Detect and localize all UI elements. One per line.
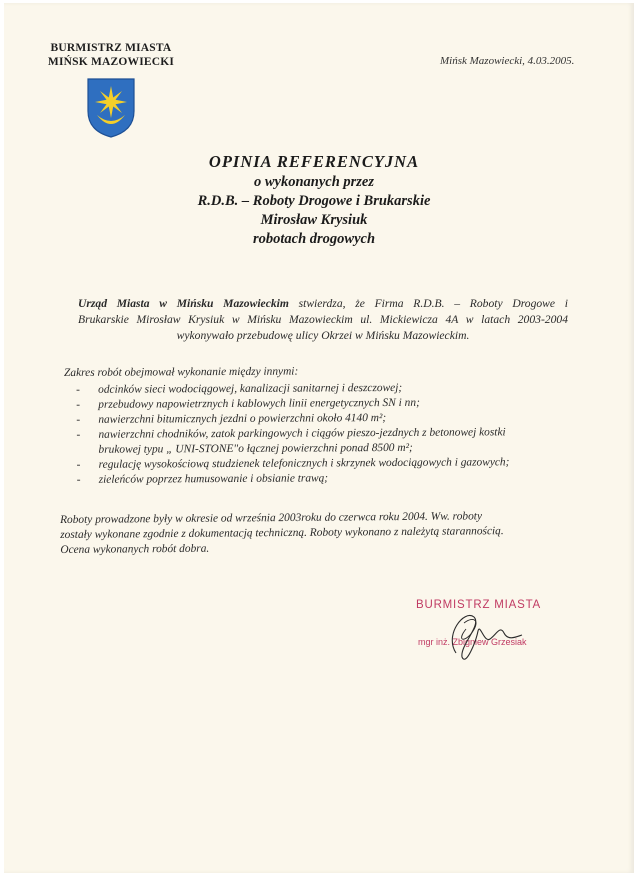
document-date: Mińsk Mazowiecki, 4.03.2005.	[440, 55, 575, 67]
issuer-line-1: BURMISTRZ MIASTA	[50, 42, 172, 54]
scope-heading: Zakres robót obejmował wykonanie między innymi:	[64, 365, 299, 379]
signature-stamp	[404, 595, 564, 675]
intro-line-1-rest: stwierdza, że Firma R.D.B. – Roboty Drogowe i	[298, 297, 568, 310]
intro-line-1	[78, 296, 568, 312]
list-item: - odcinków sieci wodociągowej, kanalizacji sanitarnej i deszczowej;	[64, 380, 576, 398]
intro-line-3: wykonywało przebudowę ulicy Okrzei w Mińsku Mazowieckim.	[176, 329, 470, 342]
list-item: - nawierzchni chodników, zatok parkingowych i ciągów pieszo-jezdnych z betonowej kostki	[64, 425, 576, 443]
closing-line-1: Roboty prowadzone były w okresie od września 2003roku do czerwca roku 2004. Ww. roboty	[60, 510, 483, 526]
title-line-2: o wykonanych przez	[253, 174, 375, 190]
scope-list	[64, 380, 577, 488]
list-item-continuation: brukowej typu „ UNI-STONE"o łącznej powierzchni ponad 8500 m²;	[98, 441, 413, 456]
city-crest-star-moon-icon	[86, 77, 136, 139]
list-item: - zieleńców poprzez humusowanie i obsianie trawą;	[65, 470, 577, 488]
title-main: OPINIA REFERENCYJNA	[208, 152, 420, 171]
stamp-title: BURMISTRZ MIASTA	[416, 599, 542, 611]
closing-line-3: Ocena wykonanych robót dobra.	[60, 542, 210, 556]
handwritten-signature	[404, 595, 564, 675]
document-title	[134, 151, 494, 249]
intro-paragraph	[78, 296, 568, 344]
intro-line-2: Brukarskie Mirosław Krysiuk w Mińsku Mazowieckim ul. Mickiewicza 4A w latach 2003-2004	[78, 313, 568, 326]
issuer-line-2: MIŃSK MAZOWIECKI	[47, 56, 175, 68]
closing-paragraph	[60, 509, 570, 558]
scope-of-works	[64, 363, 577, 488]
list-item: - regulację wysokościową studzienek telefonicznych i skrzynek wodociągowych i gazowych;	[65, 455, 577, 473]
document-page	[4, 3, 634, 873]
list-item: - nawierzchni bitumicznych jezdni o powierzchni około 4140 m²;	[64, 410, 576, 428]
issuer-header	[36, 41, 186, 144]
list-item: - przebudowy napowietrznych i kablowych linii energetycznych SN i nn;	[64, 395, 576, 413]
stamp-name: mgr inż. Zbigniew Grzesiak	[418, 637, 527, 647]
closing-line-2: zostały wykonane zgodnie z dokumentacją techniczną. Roboty wykonano z należytą starannością.	[60, 525, 504, 541]
title-line-3: R.D.B. – Roboty Drogowe i Brukarskie	[197, 193, 431, 209]
intro-bold: Urząd Miasta w Mińsku Mazowieckim	[78, 297, 289, 310]
title-line-5: robotach drogowych	[252, 231, 376, 247]
title-line-4: Mirosław Krysiuk	[260, 212, 368, 228]
